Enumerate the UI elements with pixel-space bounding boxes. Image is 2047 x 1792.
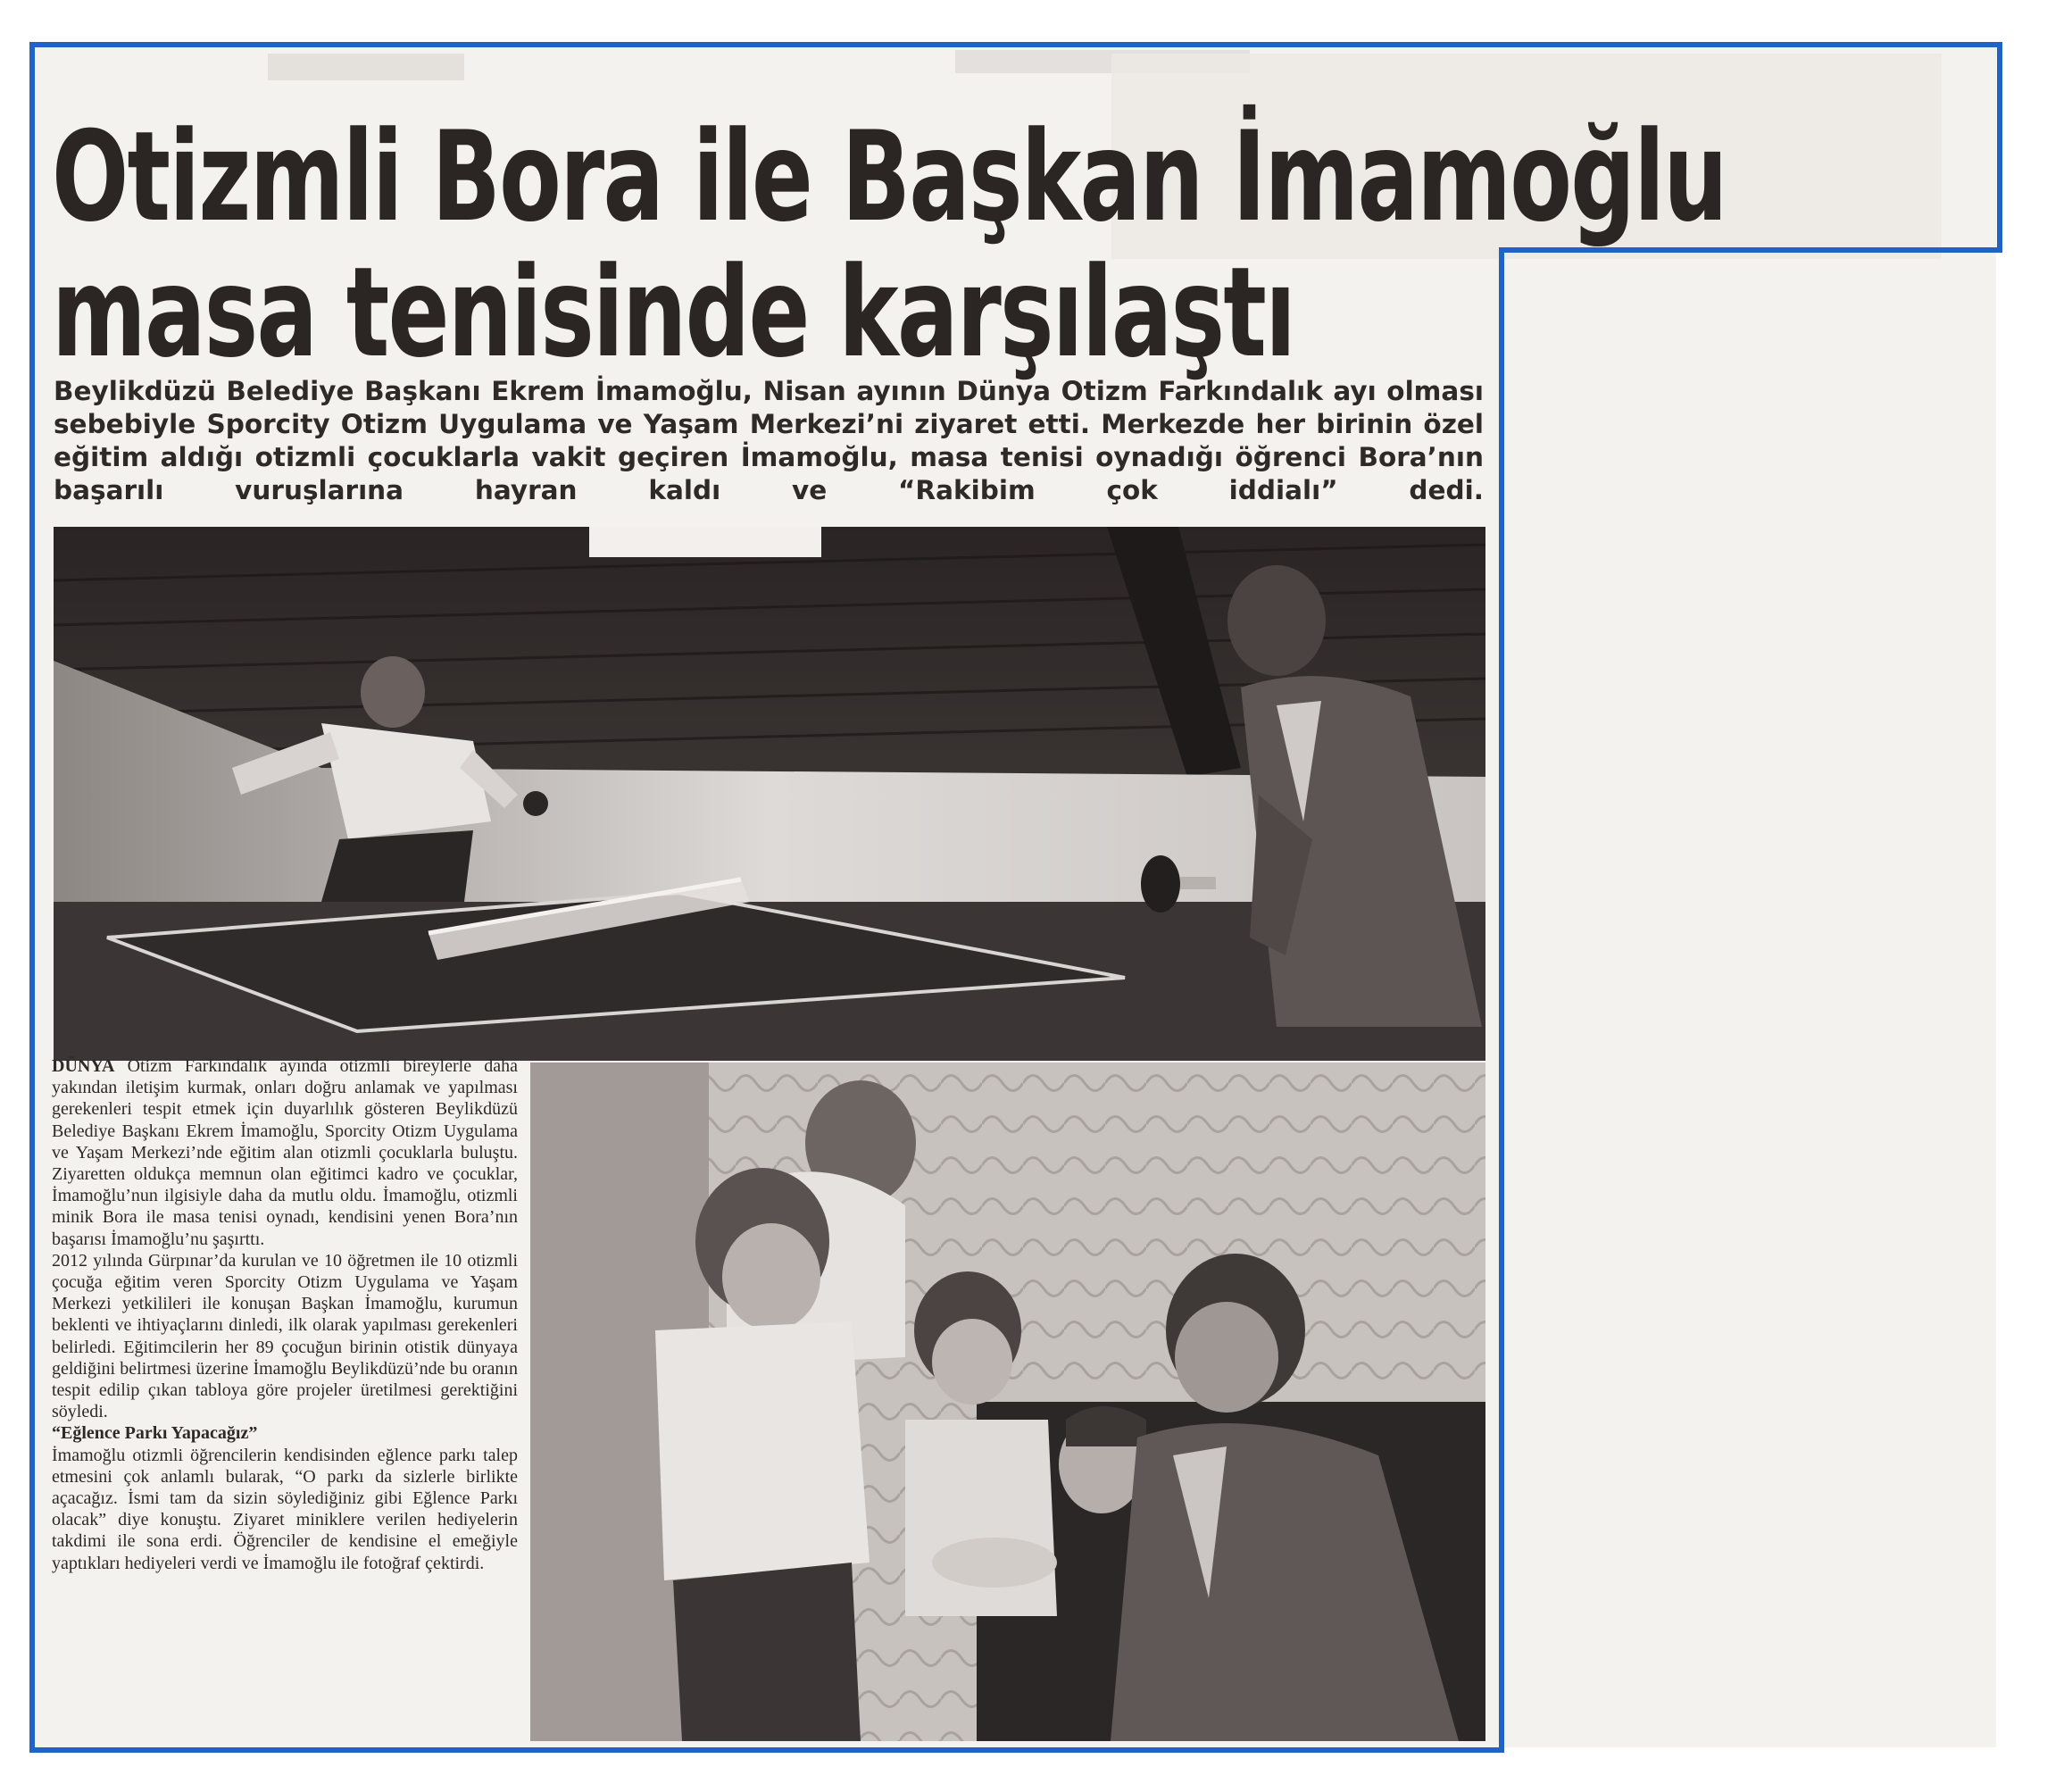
body-paragraph-2: 2012 yılında Gürpınar’da kurulan ve 10 öğretmen ile 10 otizmli çocuğa eğitim veren Sporcity Otizm Uygulama ve Yaşam Merkezi yetkilileri ile konuşan Başkan İmamoğlu, kurumun beklenti ve ihtiyaçlarını dinledi, ilk olarak yapılması gerekenleri belirledi. Eğitimcilerin her 89 çocuğun birinin otistik dünyaya geldiğini belirtmesi üzerine İmamoğlu Beylikdüzü’nde bu oranın tespit edilip çıkan tabloya göre projeler üretilmesi gerektiğini söyledi. bbox=[52, 1250, 518, 1422]
children-group-photo-drawing bbox=[530, 1063, 1485, 1741]
body-paragraph-1 bbox=[52, 1055, 518, 1250]
lead-word: DÜNYA bbox=[52, 1056, 115, 1076]
table-tennis-photo-drawing bbox=[54, 527, 1485, 1061]
table-tennis-photo bbox=[54, 527, 1485, 1061]
bleed-through-mark bbox=[268, 54, 464, 80]
headline-line-2: masa tenisinde karşılaştı bbox=[52, 239, 1295, 386]
body-paragraph-1-text: Otizm Farkındalık ayında otizmli bireylerle daha yakından iletişim kurmak, onları doğru anlamak ve yapılması gerekenleri tespit etmek için duyarlılık gösteren Beylikdüzü Belediye Başkanı Ekrem İmamoğlu, Sporcity Otizm Uygulama ve Yaşam Merkezi’nde eğitim alan otizmli çocuklarla buluştu. Ziyaretten oldukça memnun olan eğitimci kadro ve çocuklar, İmamoğlu’nun ilgisiyle daha da mutlu oldu. İmamoğlu, otizmli minik Bora ile masa tenisi oynadı, kendisini yenen Bora’nın başarısı İmamoğlu’nu şaşırttı. bbox=[52, 1056, 518, 1249]
lede-paragraph: Beylikdüzü Belediye Başkanı Ekrem İmamoğlu, Nisan ayının Dünya Otizm Farkındalık ayı olması sebebiyle Sporcity Otizm Uygulama ve Yaşam Merkezi’ni ziyaret etti. Merkezde her birinin özel eğitim aldığı otizmli çocuklarla vakit geçiren İmamoğlu, masa tenisi oynadığı öğrenci Bora’nın başarılı vuruşlarına hayran kaldı ve “Rakibim çok iddialı” dedi. bbox=[54, 376, 1484, 505]
body-subheading: “Eğlence Parkı Yapacağız” bbox=[52, 1423, 258, 1444]
body-paragraph-3: İmamoğlu otizmli öğrencilerin kendisinden eğlence parkı talep etmesini çok anlamlı bularak, “O parkı da sizlerle birlikte açacağız. İsmi tam da sizin söylediğiniz gibi Eğlence Parkı olacak” diye konuştu. Ziyaret miniklere verilen hediyelerin takdimi ile sona erdi. Öğrenciler de kendisine el emeğiyle yaptıkları hediyeleri verdi ve İmamoğlu ile fotoğraf çektirdi. bbox=[52, 1445, 518, 1573]
children-group-photo bbox=[530, 1063, 1485, 1741]
article-body bbox=[52, 1055, 518, 1574]
headline-line-1: Otizmli Bora ile Başkan İmamoğlu bbox=[52, 104, 1727, 250]
